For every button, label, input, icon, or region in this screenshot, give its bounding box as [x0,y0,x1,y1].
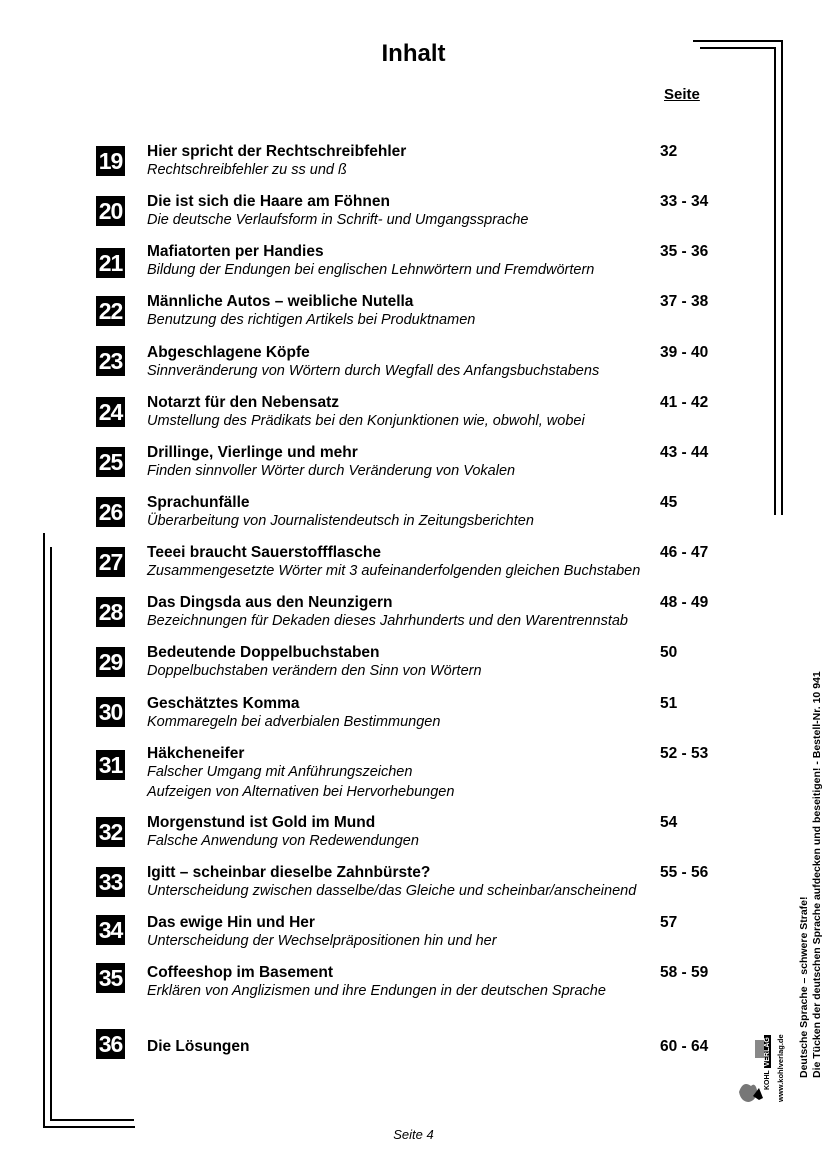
frame-top-right-inner [700,47,776,49]
side-caption [798,671,824,1078]
chapter-title: Häkcheneifer [147,745,245,762]
chapter-subtitle: Erklären von Anglizismen und ihre Endungen in der deutschen Sprache [147,983,606,999]
frame-top-right-outer [693,40,783,42]
chapter-title: Coffeeshop im Basement [147,964,334,981]
chapter-page-range: 39 - 40 [660,344,709,361]
side-caption-line1: Deutsche Sprache – schwere Strafe! [798,896,810,1078]
chapter-title: Morgenstund ist Gold im Mund [147,814,376,831]
toc-entry [0,444,760,490]
chapter-number-badge: 29 [96,647,125,677]
chapter-title: Das ewige Hin und Her [147,914,315,931]
chapter-title: Drillinge, Vierlinge und mehr [147,444,358,461]
side-url: www.kohlverlag.de [776,1034,785,1102]
chapter-subtitle: Falscher Umgang mit Anführungszeichen [147,764,413,780]
toc-entry [0,344,760,390]
chapter-page-range: 54 [660,814,678,831]
chapter-title: Igitt – scheinbar dieselbe Zahnbürste? [147,864,431,881]
chapter-page-range: 50 [660,644,678,661]
chapter-subtitle: Unterscheidung der Wechselpräpositionen hin und her [147,933,497,949]
toc-entry [0,193,760,239]
chapter-number-badge: 20 [96,196,125,226]
toc-entry [0,544,760,590]
chapter-subtitle: Benutzung des richtigen Artikels bei Produktnamen [147,312,476,328]
logo-name: KOHL [764,1070,771,1090]
toc-entry [0,914,760,960]
page-column-header: Seite [664,86,700,103]
chapter-page-range: 57 [660,914,678,931]
toc-entry [0,394,760,440]
frame-bottom-left-inner [50,1119,134,1121]
chapter-subtitle: Doppelbuchstaben verändern den Sinn von Wörtern [147,663,482,679]
chapter-number-badge: 35 [96,963,125,993]
chapter-title: Abgeschlagene Köpfe [147,344,310,361]
toc-entry [0,964,760,1010]
chapter-title: Das Dingsda aus den Neunzigern [147,594,393,611]
chapter-page-range: 33 - 34 [660,193,709,210]
chapter-subtitle: Finden sinnvoller Wörter durch Veränderung von Vokalen [147,463,516,479]
chapter-page-range: 51 [660,695,678,712]
chapter-subtitle: Die deutsche Verlaufsform in Schrift- und Umgangssprache [147,212,529,228]
chapter-number-badge: 28 [96,597,125,627]
frame-right-inner [774,47,776,515]
chapter-number-badge: 26 [96,497,125,527]
chapter-subtitle: Aufzeigen von Alternativen bei Hervorhebungen [147,783,455,800]
chapter-page-range: 46 - 47 [660,544,709,561]
toc-entry [0,644,760,690]
toc-entry [0,243,760,289]
toc-entry [0,1031,760,1064]
chapter-subtitle: Falsche Anwendung von Redewendungen [147,833,419,849]
chapter-subtitle: Bezeichnungen für Dekaden dieses Jahrhunderts und den Warentrennstab [147,613,628,629]
chapter-number-badge: 25 [96,447,125,477]
chapter-number-badge: 22 [96,296,125,326]
toc-entry [0,745,760,811]
chapter-number-badge: 21 [96,248,125,278]
chapter-title: Die ist sich die Haare am Föhnen [147,193,390,210]
chapter-page-range: 55 - 56 [660,864,709,881]
chapter-subtitle: Kommaregeln bei adverbialen Bestimmungen [147,714,441,730]
chapter-number-badge: 23 [96,346,125,376]
chapter-title: Geschätztes Komma [147,695,300,712]
logo-badge: VERLAG [764,1037,771,1067]
chapter-page-range: 48 - 49 [660,594,709,611]
toc-entry [0,864,760,910]
chapter-number-badge: 30 [96,697,125,727]
chapter-title: Hier spricht der Rechtschreibfehler [147,143,407,160]
chapter-number-badge: 27 [96,547,125,577]
toc-entry [0,594,760,640]
chapter-page-range: 41 - 42 [660,394,709,411]
chapter-page-range: 37 - 38 [660,293,709,310]
chapter-subtitle: Sinnveränderung von Wörtern durch Wegfall des Anfangsbuchstabens [147,363,600,379]
chapter-title: Sprachunfälle [147,494,250,511]
chapter-page-range: 43 - 44 [660,444,709,461]
toc-entry [0,695,760,741]
frame-right-outer [781,40,783,515]
chapter-page-range: 60 - 64 [660,1038,709,1055]
chapter-title: Die Lösungen [147,1038,250,1055]
chapter-title: Mafiatorten per Handies [147,243,324,260]
toc-entry [0,143,760,189]
toc-entry [0,494,760,540]
toc-entry [0,814,760,860]
chapter-number-badge: 34 [96,915,125,945]
page-footer: Seite 4 [393,1127,434,1142]
logo-text [764,1035,771,1090]
chapter-number-badge: 31 [96,750,125,780]
chapter-subtitle: Bildung der Endungen bei englischen Lehnwörtern und Fremdwörtern [147,262,595,278]
chapter-page-range: 35 - 36 [660,243,709,260]
chapter-page-range: 32 [660,143,678,160]
chapter-subtitle: Unterscheidung zwischen dasselbe/das Gleiche und scheinbar/anscheinend [147,883,637,899]
toc-entry [0,293,760,339]
chapter-number-badge: 32 [96,817,125,847]
chapter-page-range: 45 [660,494,678,511]
chapter-subtitle: Rechtschreibfehler zu ss und ß [147,162,347,178]
chapter-page-range: 52 - 53 [660,745,709,762]
chapter-title: Bedeutende Doppelbuchstaben [147,644,380,661]
chapter-title: Notarzt für den Nebensatz [147,394,340,411]
chapter-number-badge: 24 [96,397,125,427]
chapter-title: Teeei braucht Sauerstoffflasche [147,544,382,561]
page-title: Inhalt [381,40,446,67]
chapter-number-badge: 33 [96,867,125,897]
chapter-number-badge: 36 [96,1029,125,1059]
chapter-subtitle: Überarbeitung von Journalistendeutsch in Zeitungsberichten [147,513,534,529]
chapter-subtitle: Zusammengesetzte Wörter mit 3 aufeinanderfolgenden gleichen Buchstaben [147,563,641,579]
chapter-title: Männliche Autos – weibliche Nutella [147,293,414,310]
side-caption-line2: Die Tücken der deutschen Sprache aufdecken und beseitigen! - Bestell-Nr. 10 941 [811,671,823,1078]
chapter-number-badge: 19 [96,146,125,176]
chapter-subtitle: Umstellung des Prädikats bei den Konjunktionen wie, obwohl, wobei [147,413,585,429]
chapter-page-range: 58 - 59 [660,964,709,981]
